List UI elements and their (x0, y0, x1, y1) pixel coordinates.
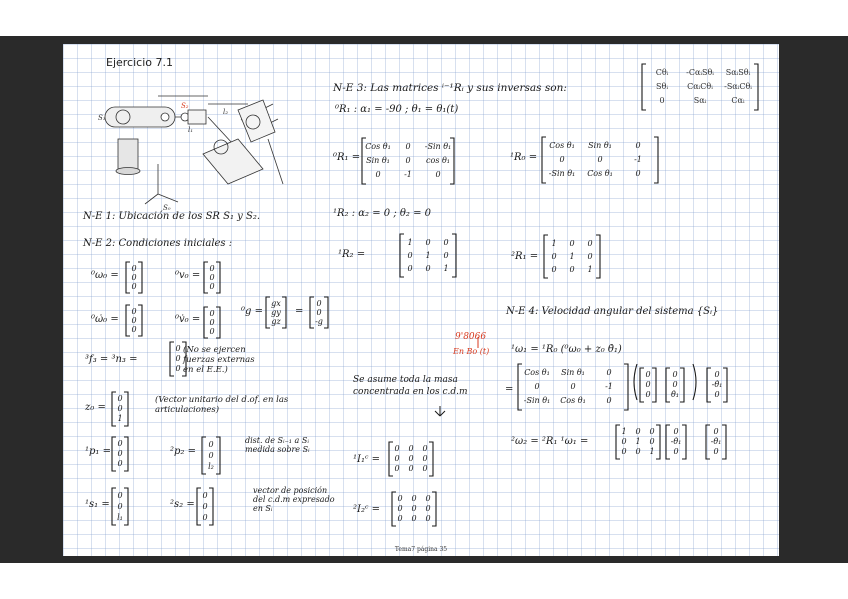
equals-g: = (295, 306, 304, 317)
fig-label-s2: S₂ (181, 102, 189, 110)
matrix-R10-cell: 0 (635, 141, 641, 150)
matrix-R21-cell: 0 (587, 252, 593, 261)
fig-label-l1: l₁ (188, 126, 194, 134)
matrix-R01-cell: 0 (375, 170, 381, 179)
label-r10: ¹R₀ = (510, 152, 538, 163)
matrix-s1-cell: 0 (117, 491, 123, 500)
matrix-general-cell: 0 (659, 96, 665, 105)
matrix-z0-cell: 1 (117, 414, 123, 423)
matrix-general-cell: CαᵢCθᵢ (687, 82, 713, 91)
matrix-general-cell: SαᵢSθᵢ (725, 68, 751, 77)
matrix-general-cell: Cθᵢ (655, 68, 669, 77)
matrix-w0-cell: 0 (131, 273, 137, 282)
matrix-w1_mat-cell: 0 (606, 396, 612, 405)
note-distance: dist. de Sᵢ₋₁ a Sᵢ medida sobre Sᵢ (245, 436, 310, 455)
matrix-R12-cell: 1 (407, 238, 413, 247)
matrix-w2_mat-cell: 0 (621, 447, 627, 456)
matrix-wd0-cell: 0 (131, 307, 137, 316)
top-bar (0, 0, 848, 36)
eq-w2: ²ω₂ = ²R₁ ¹ω₁ = (511, 436, 589, 447)
matrix-I2-cell: 0 (411, 504, 417, 513)
matrix-I2-cell: 0 (411, 494, 417, 503)
matrix-R12-cell: 0 (443, 251, 449, 260)
matrix-s2-cell: 0 (202, 491, 208, 500)
matrix-g_val-cell: 0 (316, 299, 322, 308)
red-g-value: 9'8066 (455, 332, 487, 342)
matrix-R01-cell: Sin θ₁ (366, 156, 390, 165)
label-r21: ²R₁ = (511, 251, 539, 262)
matrix-I1-cell: 0 (394, 464, 400, 473)
note-r12-params: ¹R₂ : α₂ = 0 ; θ₂ = 0 (333, 208, 431, 219)
matrix-w2_mat-cell: 0 (621, 437, 627, 446)
matrix-R21-cell: 0 (569, 265, 575, 274)
matrix-g_val-cell: -g (315, 317, 323, 326)
matrix-I2-cell: 0 (425, 494, 431, 503)
matrix-I1-cell: 0 (394, 444, 400, 453)
matrix-w2_mat-cell: 1 (621, 427, 627, 436)
matrix-R10-cell: 0 (597, 155, 603, 164)
matrix-R21-cell: 1 (569, 252, 575, 261)
label-r01: ⁰R₁ = (333, 152, 361, 163)
matrix-g_sym-cell: gz (271, 317, 281, 326)
matrix-I2-cell: 0 (397, 514, 403, 523)
matrix-w1_mat-cell: Cos θ₁ (560, 396, 586, 405)
matrix-R10-cell: -Sin θ₁ (548, 169, 576, 178)
matrix-R21-cell: 1 (587, 265, 593, 274)
note-position-vector: vector de posición del c.d.m expresado en Sᵢ (253, 486, 335, 514)
note-unit-vector: (Vector unitario del d.of. en las articulaciones) (155, 395, 289, 415)
matrix-general-cell: Sθᵢ (656, 82, 668, 91)
matrix-w1_mat-cell: 0 (606, 368, 612, 377)
matrix-f3-cell: 0 (175, 344, 181, 353)
matrix-w2_mat-cell: 0 (649, 427, 655, 436)
matrix-R10-cell: Sin θ₁ (588, 141, 612, 150)
matrix-R12-cell: 0 (407, 264, 413, 273)
matrix-R12-cell: 0 (425, 238, 431, 247)
matrix-R01-cell: cos θ₁ (426, 156, 450, 165)
label-I1: ¹I₁ᶜ = (353, 454, 381, 465)
matrix-I1-cell: 0 (408, 454, 414, 463)
matrix-w1_b-cell: 0 (672, 370, 678, 379)
matrix-R10-cell: Cos θ₁ (587, 169, 613, 178)
robot-figure (105, 96, 283, 204)
matrix-wd0-cell: 0 (131, 325, 137, 334)
matrix-s2-cell: 0 (202, 502, 208, 511)
matrix-w2_res-cell: 0 (713, 447, 719, 456)
label-v0: ⁰v₀ = (175, 270, 201, 281)
matrix-vd0-cell: 0 (209, 327, 215, 336)
note-mass: Se asume toda la masa concentrada en los c.d.m (353, 375, 468, 398)
matrix-R10-cell: Cos θ₁ (549, 141, 575, 150)
note-no-forces: (No se ejercen fuerzas externas en el E.E.) (183, 345, 255, 375)
matrix-z0-cell: 0 (117, 404, 123, 413)
matrix-w1_a-cell: 0 (645, 380, 651, 389)
matrix-I1-cell: 0 (408, 444, 414, 453)
matrix-R01-cell: 0 (405, 142, 411, 151)
matrix-p2-cell: 0 (208, 451, 214, 460)
matrix-R01-cell: -1 (404, 170, 412, 179)
matrix-R21-cell: 0 (551, 265, 557, 274)
label-wd0: ⁰ω̇₀ = (91, 314, 119, 325)
matrix-w0-cell: 0 (131, 282, 137, 291)
matrix-I1-cell: 0 (394, 454, 400, 463)
red-g-frame: En Bo (t) (453, 347, 490, 356)
matrix-w2_vec-cell: -θ̇₁ (670, 437, 682, 446)
matrix-R21-cell: 0 (587, 239, 593, 248)
matrix-w2_mat-cell: 0 (635, 427, 641, 436)
matrix-R12-cell: 0 (425, 264, 431, 273)
matrix-g_val-cell: 0 (316, 308, 322, 317)
matrix-I2-cell: 0 (411, 514, 417, 523)
label-z0: z₀ = (85, 402, 106, 413)
matrix-v0-cell: 0 (209, 282, 215, 291)
matrix-w1_res-cell: 0 (714, 370, 720, 379)
matrix-general-cell: -SαᵢCθᵢ (724, 82, 752, 91)
label-vd0: ⁰v̇₀ = (175, 314, 201, 325)
note-ne4: N-E 4: Velocidad angular del sistema {Sᵢ} (506, 306, 719, 317)
matrix-R01-cell: 0 (405, 156, 411, 165)
page-title: Ejercicio 7.1 (106, 56, 173, 69)
matrix-R21-cell: 0 (551, 252, 557, 261)
matrix-w1_b-cell: θ̇₁ (670, 390, 680, 399)
label-p1: ¹p₁ = (85, 446, 111, 457)
eq-w1: ¹ω₁ = ¹R₀ (⁰ω₀ + z₀ θ̇₁) (511, 344, 622, 355)
matrix-w1_a-cell: 0 (645, 390, 651, 399)
matrix-p1-cell: 0 (117, 439, 123, 448)
matrix-R01-cell: -Sin θ₁ (424, 142, 452, 151)
matrix-w1_mat-cell: -Sin θ₁ (523, 396, 551, 405)
page-footer: Tema7 página 35 (394, 546, 448, 553)
matrix-I1-cell: 0 (422, 444, 428, 453)
matrix-R12-cell: 0 (407, 251, 413, 260)
matrix-general-cell: Sαᵢ (693, 96, 707, 105)
matrix-vd0-cell: 0 (209, 309, 215, 318)
matrix-I1-cell: 0 (408, 464, 414, 473)
matrix-general-cell: Cαᵢ (731, 96, 745, 105)
matrix-v0-cell: 0 (209, 264, 215, 273)
label-s1: ¹s₁ = (85, 499, 110, 510)
matrix-w2_vec-cell: 0 (673, 447, 679, 456)
matrix-wd0-cell: 0 (131, 316, 137, 325)
label-p2: ²p₂ = (170, 446, 196, 457)
matrix-s2-cell: 0 (202, 513, 208, 522)
matrix-w1_mat-cell: Cos θ₁ (524, 368, 550, 377)
matrix-R21-cell: 1 (551, 239, 557, 248)
matrix-I1-cell: 0 (422, 454, 428, 463)
matrix-z0-cell: 0 (117, 394, 123, 403)
matrix-f3-cell: 0 (175, 354, 181, 363)
matrix-R01-cell: Cos θ₁ (365, 142, 391, 151)
matrix-I2-cell: 0 (425, 504, 431, 513)
page-drawing (63, 44, 779, 556)
matrix-p1-cell: 0 (117, 459, 123, 468)
matrix-I2-cell: 0 (425, 514, 431, 523)
matrix-R12-cell: 1 (443, 264, 449, 273)
label-s2: ²s₂ = (170, 499, 195, 510)
fig-label-l2: l₂ (223, 108, 229, 116)
note-r01-params: ⁰R₁ : α₁ = -90 ; θ₁ = θ₁(t) (335, 104, 459, 115)
matrix-w2_mat-cell: 1 (635, 437, 641, 446)
matrix-w1_mat-cell: -1 (605, 382, 613, 391)
matrix-w1_res-cell: -θ̇₁ (711, 380, 723, 389)
matrix-p2-cell: l₂ (208, 462, 214, 471)
matrix-s1-cell: l₁ (117, 513, 123, 522)
note-ne2: N-E 2: Condiciones iniciales : (83, 238, 233, 249)
label-I2: ²I₂ᶜ = (353, 504, 381, 515)
matrix-R12-cell: 1 (425, 251, 431, 260)
label-r12: ¹R₂ = (338, 249, 366, 260)
matrix-R10-cell: -1 (634, 155, 642, 164)
matrix-w1_mat-cell: Sin θ₁ (561, 368, 585, 377)
matrix-p2-cell: 0 (208, 440, 214, 449)
matrix-w1_a-cell: 0 (645, 370, 651, 379)
matrix-w2_mat-cell: 1 (649, 447, 655, 456)
matrix-s1-cell: 0 (117, 502, 123, 511)
matrix-R10-cell: 0 (559, 155, 565, 164)
label-g: ⁰g = (241, 306, 263, 317)
matrix-w1_mat-cell: 0 (570, 382, 576, 391)
matrix-R01-cell: 0 (435, 170, 441, 179)
matrix-general-cell: -CαᵢSθᵢ (686, 68, 714, 77)
matrix-I2-cell: 0 (397, 504, 403, 513)
matrix-R21-cell: 0 (569, 239, 575, 248)
matrix-p1-cell: 0 (117, 449, 123, 458)
matrix-g_sym-cell: gx (271, 299, 281, 308)
matrix-I2-cell: 0 (397, 494, 403, 503)
matrix-f3-cell: 0 (175, 364, 181, 373)
matrix-w2_vec-cell: 0 (673, 427, 679, 436)
label-f3: ³f₃ = ³n₃ = (85, 354, 138, 365)
bottom-bar (0, 563, 848, 599)
matrix-w1_mat-cell: 0 (534, 382, 540, 391)
matrix-g_sym-cell: gy (271, 308, 281, 317)
fig-label-s1: S₁ (98, 114, 106, 122)
matrix-w1_res-cell: 0 (714, 390, 720, 399)
matrix-v0-cell: 0 (209, 273, 215, 282)
matrix-w2_mat-cell: 0 (635, 447, 641, 456)
matrix-R10-cell: 0 (635, 169, 641, 178)
fig-label-s0: S₀ (163, 204, 171, 212)
matrix-w2_res-cell: 0 (713, 427, 719, 436)
matrix-w2_res-cell: -θ̇₁ (710, 437, 722, 446)
matrix-vd0-cell: 0 (209, 318, 215, 327)
matrix-w1_b-cell: 0 (672, 380, 678, 389)
note-ne1: N-E 1: Ubicación de los SR S₁ y S₂. (83, 211, 261, 222)
document-page (63, 44, 779, 556)
label-w0: ⁰ω₀ = (91, 270, 119, 281)
matrix-I1-cell: 0 (422, 464, 428, 473)
equals-w1: = (505, 384, 514, 395)
matrix-w0-cell: 0 (131, 264, 137, 273)
note-ne3: N-E 3: Las matrices ⁱ⁻¹Rᵢ y sus inversas son: (333, 82, 567, 94)
matrix-w2_mat-cell: 0 (649, 437, 655, 446)
matrix-R12-cell: 0 (443, 238, 449, 247)
